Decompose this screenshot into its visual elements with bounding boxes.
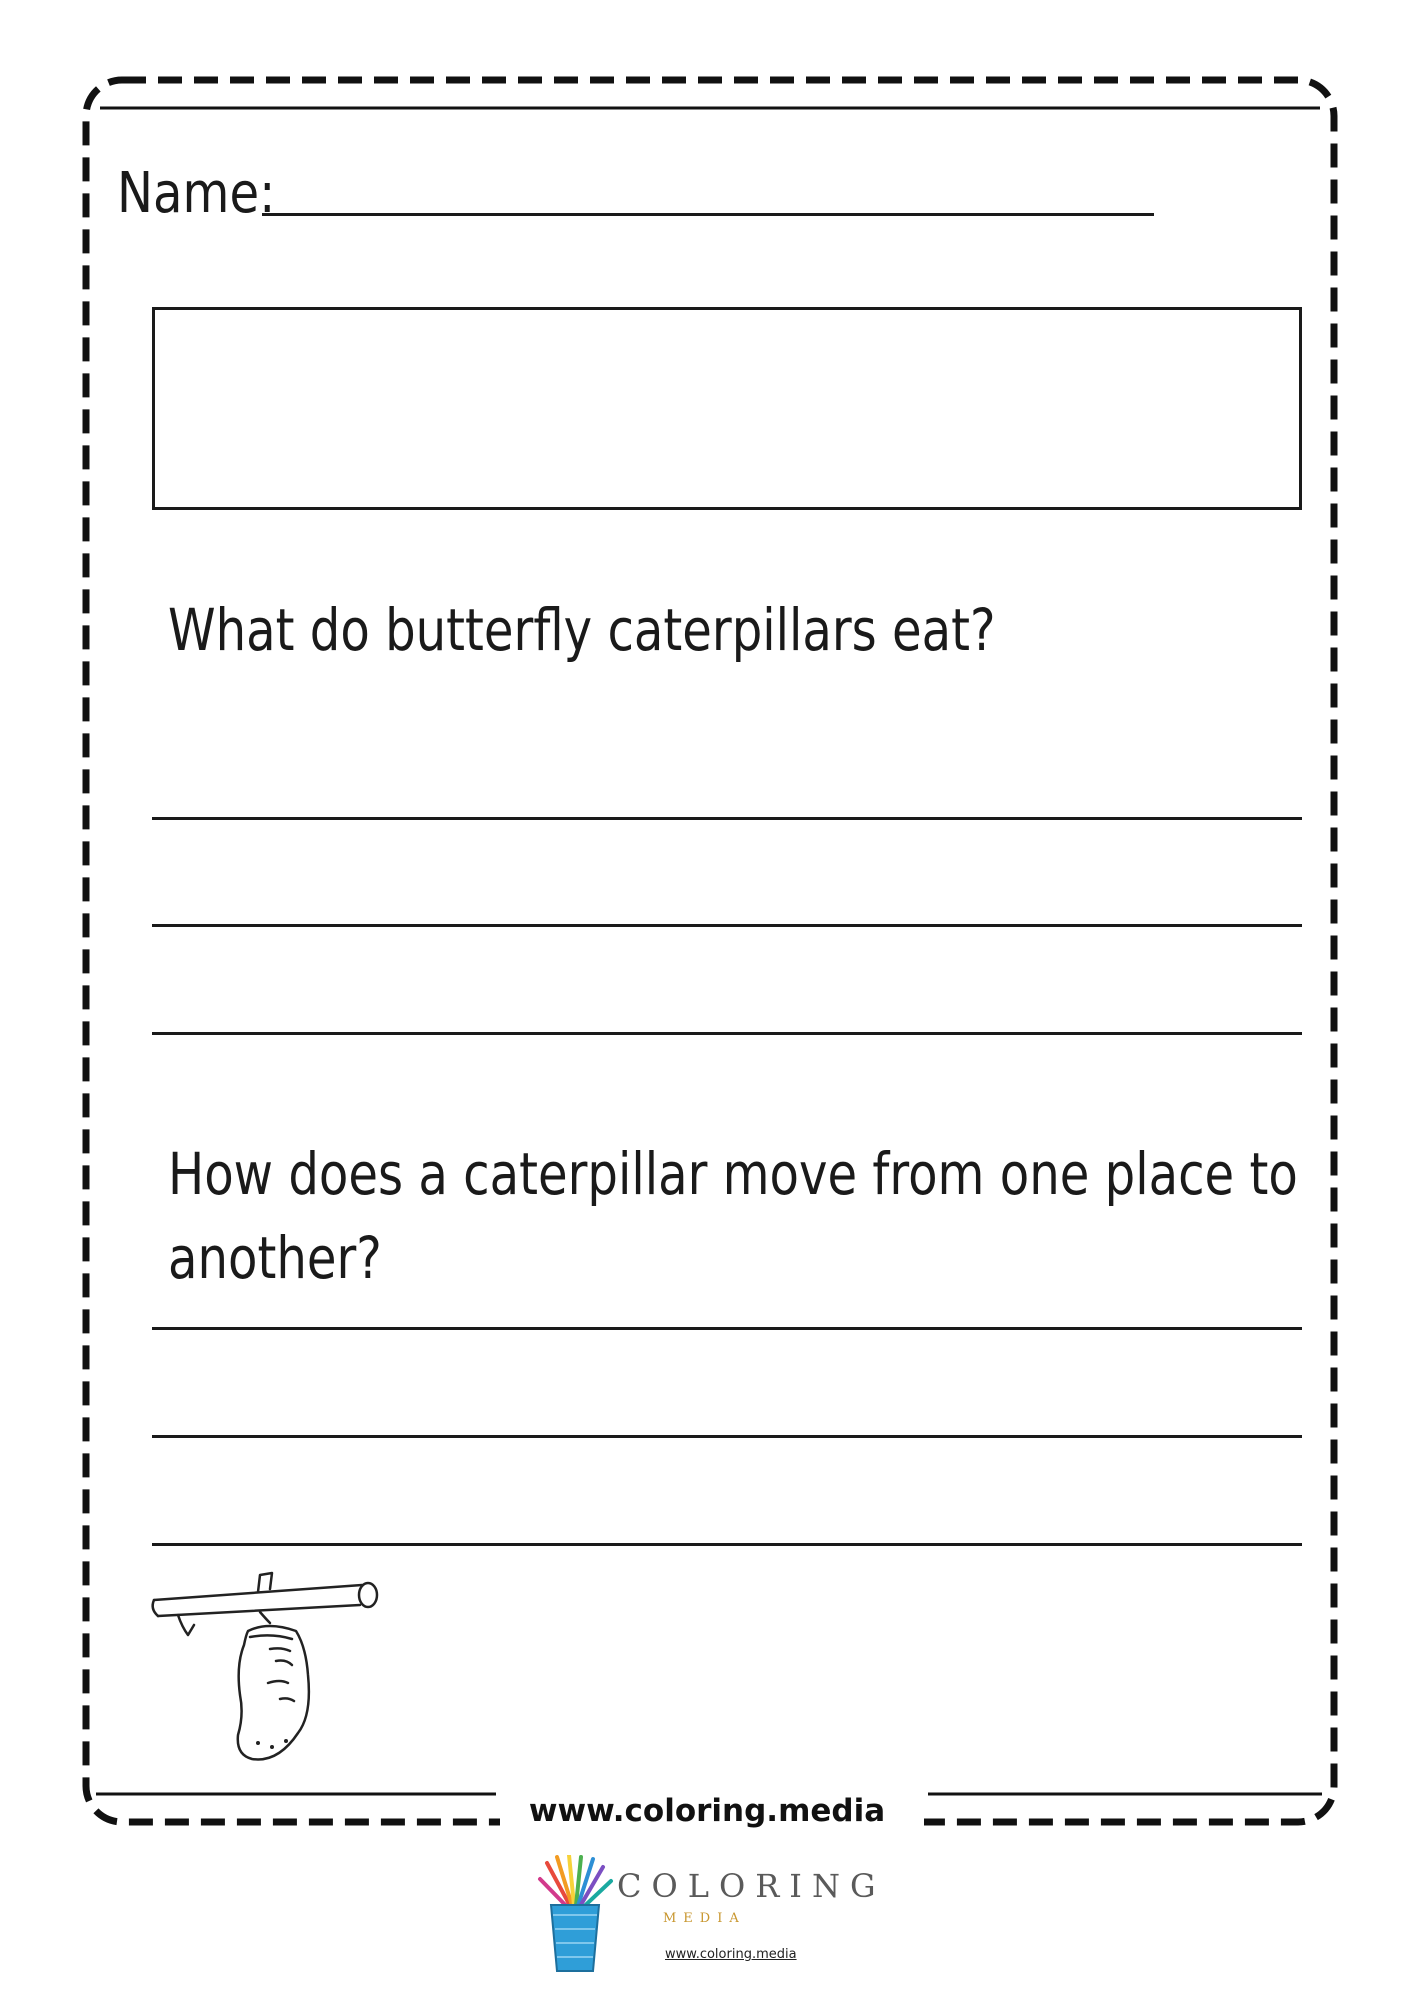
answer-line[interactable] xyxy=(152,817,1302,820)
logo-wordmark: COLORING xyxy=(617,1867,886,1905)
question-1: What do butterfly caterpillars eat? xyxy=(168,596,996,664)
coloring-media-logo[interactable] xyxy=(535,1855,886,1985)
pencil-cup-icon xyxy=(535,1855,615,1975)
answer-line[interactable] xyxy=(152,924,1302,927)
chrysalis-on-branch-icon xyxy=(148,1565,388,1780)
name-line[interactable] xyxy=(262,213,1154,216)
answer-line[interactable] xyxy=(152,1327,1302,1330)
footer-url[interactable]: www.coloring.media xyxy=(528,1793,886,1829)
title-box[interactable] xyxy=(152,307,1302,510)
question-2: How does a caterpillar move from one place to another? xyxy=(168,1140,1298,1292)
answer-line[interactable] xyxy=(152,1032,1302,1035)
logo-url[interactable]: www.coloring.media xyxy=(665,1947,797,1962)
logo-subtitle: MEDIA xyxy=(663,1911,746,1926)
answer-line[interactable] xyxy=(152,1435,1302,1438)
answer-line[interactable] xyxy=(152,1543,1302,1546)
name-label: Name: xyxy=(117,161,276,226)
